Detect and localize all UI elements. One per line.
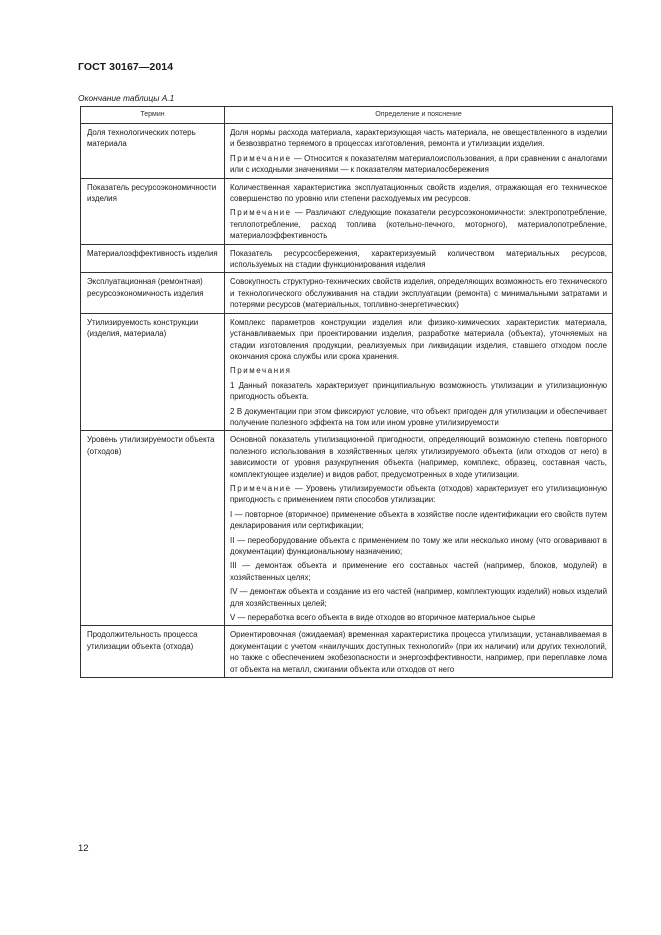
definition-paragraph: [230, 406, 607, 429]
definition-cell: [225, 626, 613, 678]
page-number: 12: [78, 843, 89, 854]
definition-paragraph: [230, 380, 607, 403]
definition-cell: [225, 431, 613, 626]
paragraph-text: V — переработка всего объекта в виде отходов во вторичное материальное сырье: [230, 613, 536, 623]
table-row: [81, 273, 613, 313]
term-cell: Показатель ресурсоэкономичности изделия: [81, 178, 225, 244]
definition-paragraph: [230, 483, 607, 506]
paragraph-text: — Относится к показателям материалоиспользования, а при сравнении с аналогами или с исходными значениями — к показателям материалосбережения: [230, 153, 607, 175]
term-cell: Продолжительность процесса утилизации объекта (отхода): [81, 626, 225, 678]
term-cell: Доля технологических потерь материала: [81, 124, 225, 179]
definition-paragraph: [230, 317, 607, 363]
definition-paragraph: [230, 535, 607, 558]
definition-cell: [225, 244, 613, 273]
paragraph-text: II — переоборудование объекта с применением по тому же или несколько иному (что оговаривают в документации) функциональному назначению;: [230, 535, 607, 556]
term-cell: Эксплуатационная (ремонтная) ресурсоэкономичность изделия: [81, 273, 225, 313]
paragraph-text: 2 В документации при этом фиксируют условие, что объект пригоден для утилизации и обеспечивает получение полезного эффекта на том или ином уровне утилизируемости: [230, 406, 607, 427]
table-row: [81, 244, 613, 273]
paragraph-text: Ориентировочная (ожидаемая) временная характеристика процесса утилизации, устанавливаемая в документации с учетом «наилучших доступных технологий» (при их наличии) или других технологий, но также с обеспечением экобезопасности и энергоэффективности, например, при переплавке лома от объекта на металл, сжигании объекта или отходов от него: [230, 630, 607, 674]
note-lead: Примечания: [230, 366, 292, 376]
definition-cell: [225, 178, 613, 244]
term-cell: Материалоэффективность изделия: [81, 244, 225, 273]
definition-paragraph: [230, 612, 607, 623]
definition-paragraph: [230, 586, 607, 609]
definition-cell: [225, 313, 613, 431]
definition-paragraph: [230, 434, 607, 480]
paragraph-text: I — повторное (вторичное) применение объекта в хозяйстве после идентификации его свойств путем декларирования или сертификации;: [230, 509, 607, 531]
table-row: [81, 431, 613, 626]
table-caption: Окончание таблицы А.1: [78, 93, 175, 103]
definition-paragraph: [230, 509, 607, 532]
definition-paragraph: [230, 127, 607, 150]
paragraph-text: III — демонтаж объекта и применение его составных частей (например, блоков, модулей) в хозяйственных целях;: [230, 561, 607, 582]
table-row: [81, 124, 613, 179]
definition-paragraph: [230, 629, 607, 675]
definition-paragraph: [230, 182, 607, 205]
definition-paragraph: [230, 153, 607, 176]
definition-paragraph: [230, 207, 607, 241]
definition-paragraph: [230, 560, 607, 583]
term-cell: Уровень утилизируемости объекта (отходов): [81, 431, 225, 626]
paragraph-text: IV — демонтаж объекта и создание из его частей (например, комплектующих изделий) новых изделий для хозяйственных целей;: [230, 587, 607, 608]
paragraph-text: — Уровень утилизируемости объекта (отходов) характеризует его утилизационную пригодность с применением пяти способов утилизации:: [230, 483, 607, 505]
note-lead: Примечание: [230, 153, 292, 163]
definition-cell: [225, 273, 613, 313]
paragraph-text: 1 Данный показатель характеризует принципиальную возможность утилизации и утилизационную пригодность объекта.: [230, 380, 607, 402]
paragraph-text: Доля нормы расхода материала, характеризующая часть материала, не овеществленного в изделии и безвозвратно теряемого в процессах изготовления, ремонта и утилизации изделия.: [230, 128, 607, 149]
term-cell: Утилизируемость конструкции (изделия, материала): [81, 313, 225, 431]
paragraph-text: — Различают следующие показатели ресурсоэкономичности: электропотребление, теплопотребление, расход топлива (котельно-печного, моторного), материалопотребление, материалоэффективность: [230, 208, 607, 241]
table-body: [81, 124, 613, 678]
definition-paragraph: [230, 365, 607, 376]
note-lead: Примечание: [230, 483, 292, 493]
definition-paragraph: [230, 276, 607, 310]
table-row: [81, 626, 613, 678]
table-row: [81, 313, 613, 431]
paragraph-text: Совокупность структурно-технических свойств изделия, определяющих возможность его технического и технологического обслуживания на стадии эксплуатации (ремонта) с минимальными затратами и потерями ресурсов (материальных, топливно-энергетических): [230, 277, 607, 310]
paragraph-text: Комплекс параметров конструкции изделия или физико-химических характеристик материала, устанавливаемых при проектировании изделия, разработке материала (объекта), уточняемых на стадии изготовления продукции, реализуемых при ликвидации изделия, ставшего отходом после окончания срока службы или срока хранения.: [230, 317, 607, 361]
column-header-term: Термин: [81, 107, 225, 124]
document-standard-title: ГОСТ 30167—2014: [78, 61, 174, 73]
note-lead: Примечание: [230, 208, 292, 218]
column-header-definition: Определение и пояснение: [225, 107, 613, 124]
paragraph-text: Количественная характеристика эксплуатационных свойств изделия, отражающая его техническое совершенство по уровню или степени расходуемых им ресурсов.: [230, 182, 607, 204]
table-row: [81, 178, 613, 244]
definition-paragraph: [230, 248, 607, 271]
paragraph-text: Основной показатель утилизационной пригодности, определяющий возможную степень повторного полезного использования в хозяйственных целях утилизируемого объекта (или отходов от него) в зависимости от уровня разукрупнения объекта (например, комплекс, образец, составная часть, комплектующее изделие) и видов работ, предусмотренных в ходе утилизации.: [230, 435, 607, 479]
definition-cell: [225, 124, 613, 179]
terms-table: [80, 106, 613, 678]
paragraph-text: Показатель ресурсосбережения, характеризуемый количеством материальных ресурсов, используемых на стадии функционирования изделия: [230, 248, 607, 270]
table-header-row: [81, 107, 613, 124]
